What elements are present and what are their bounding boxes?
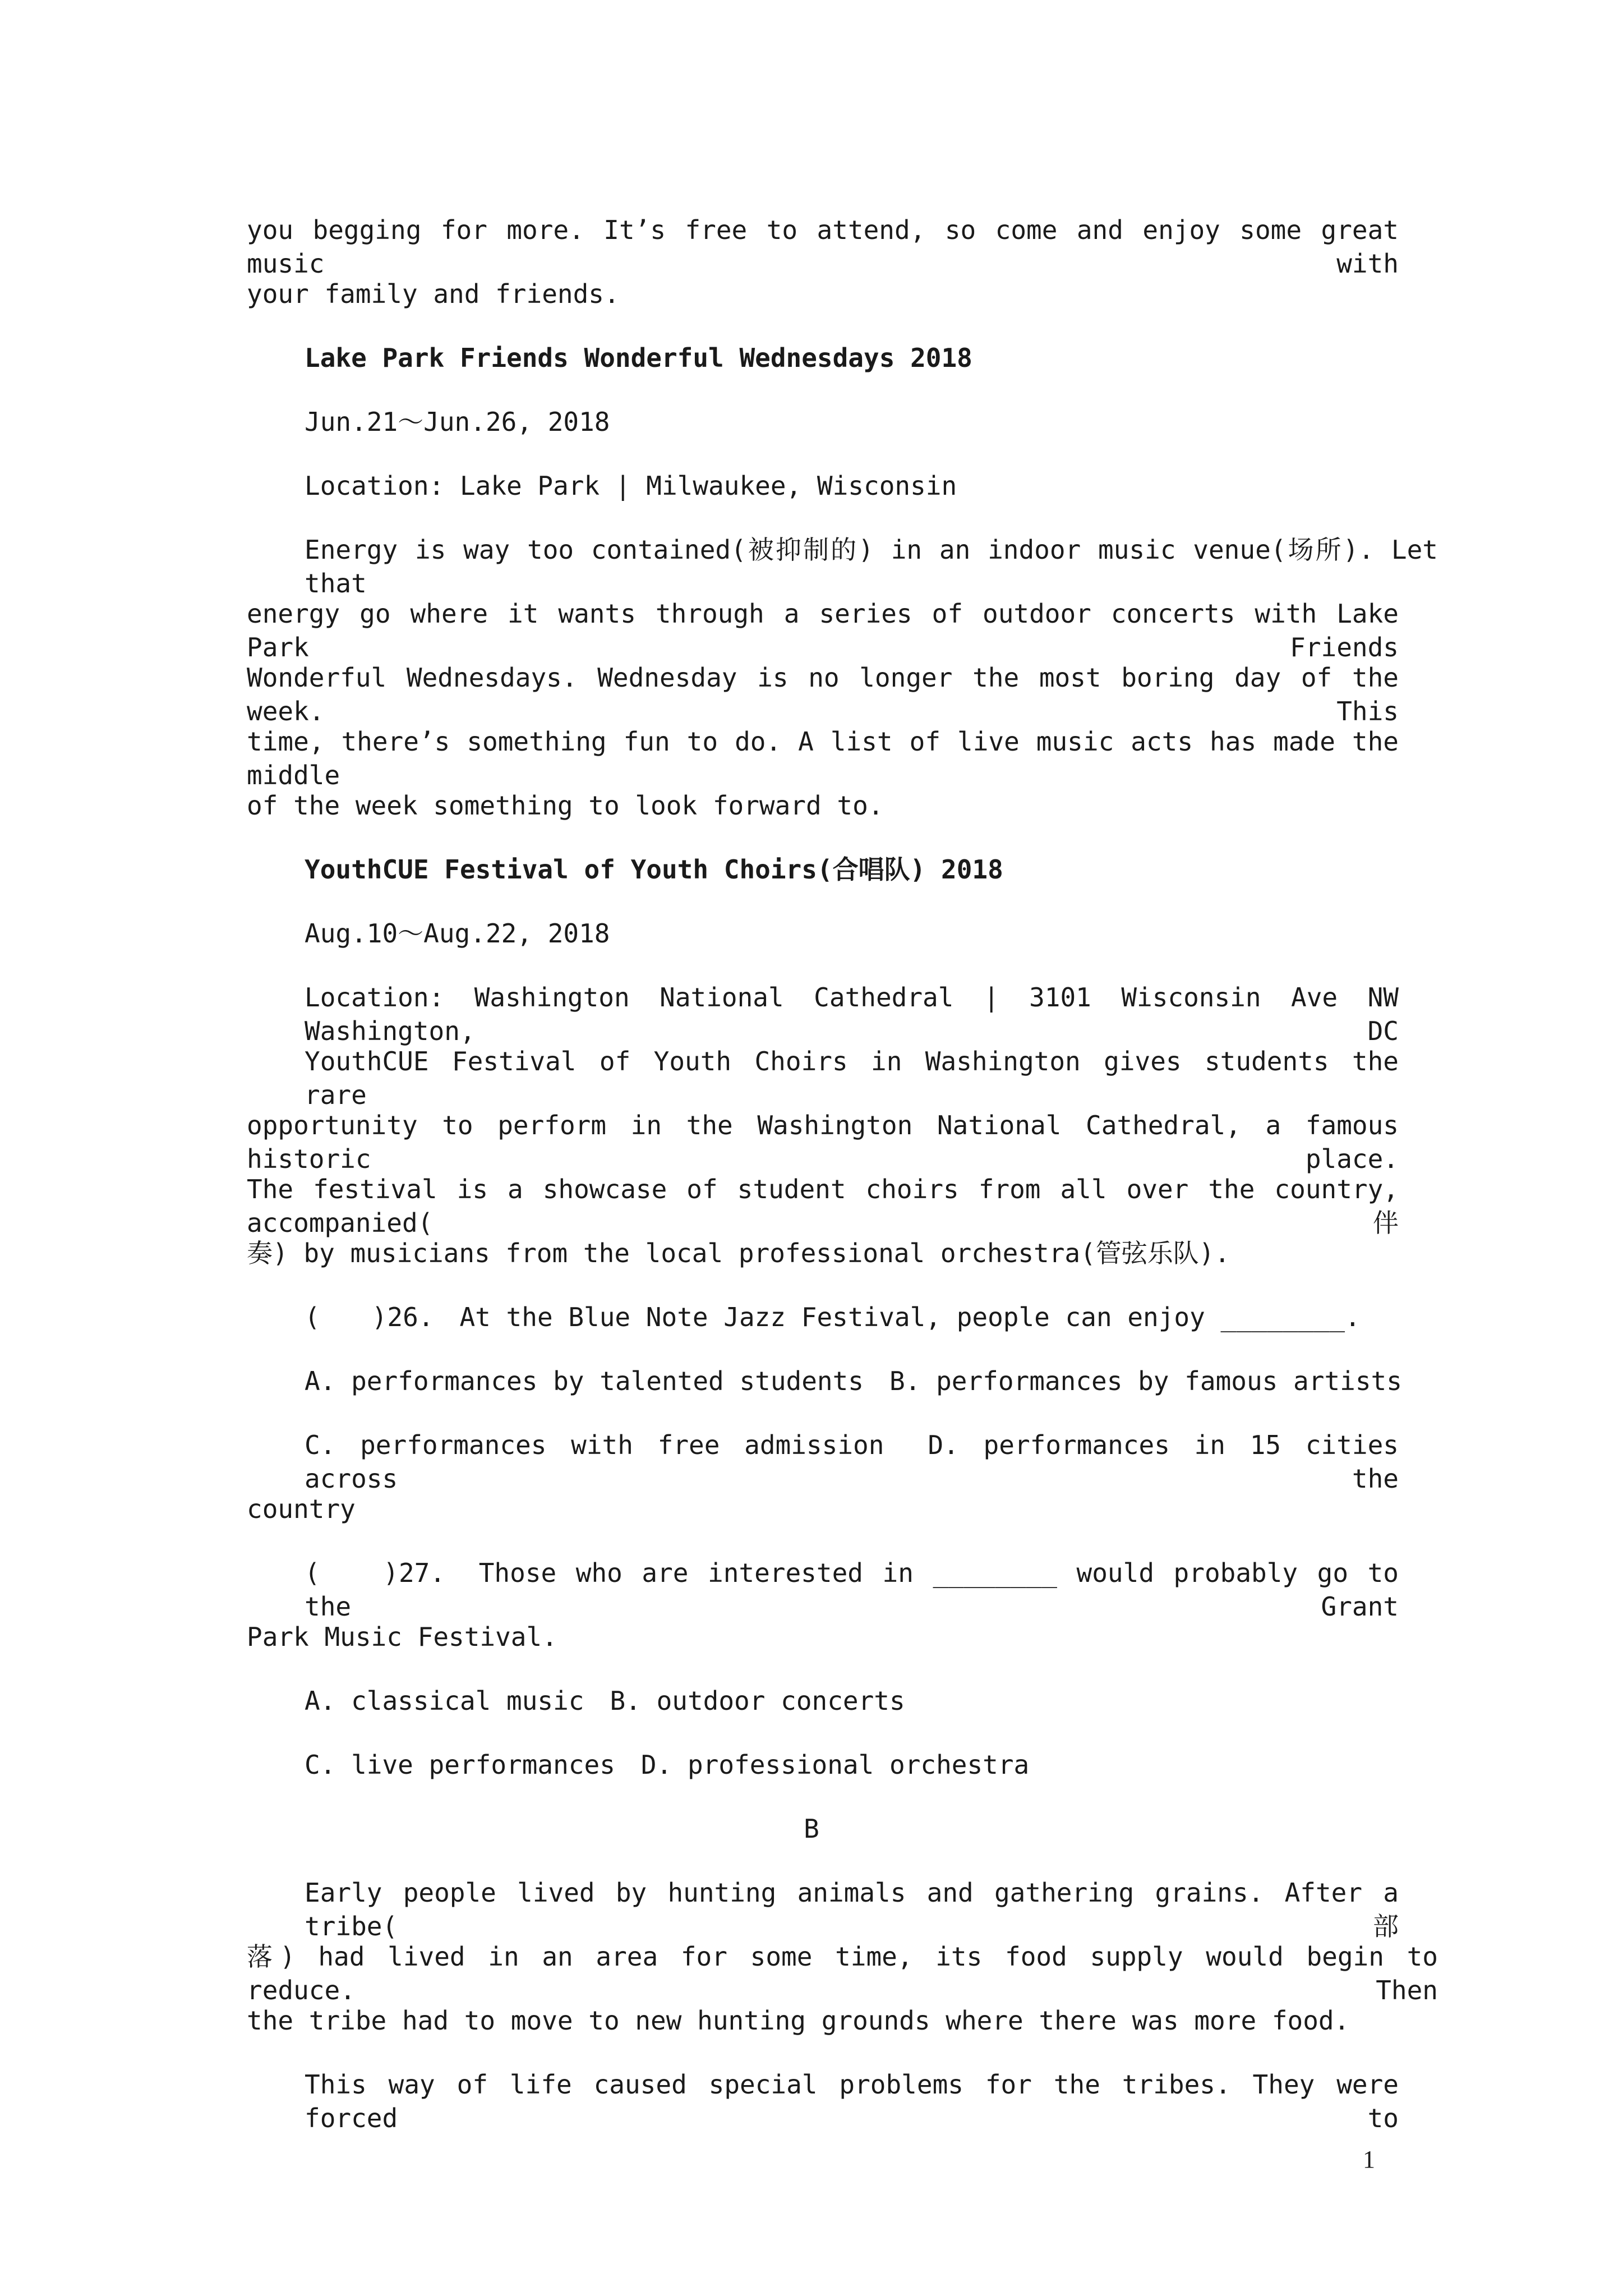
paragraph-line: of the week something to look forward to. [247, 790, 884, 821]
question-27-options-ab: A. classical music B. outdoor concerts [305, 1686, 905, 1716]
event-date: Aug.10～Aug.22, 2018 [305, 918, 610, 949]
section-heading: B [804, 1814, 819, 1844]
event-title: YouthCUE Festival of Youth Choirs(合唱队) 2018 [305, 854, 1003, 885]
question-26: ( )26. At the Blue Note Jazz Festival, people can enjoy ________. [305, 1302, 1361, 1332]
paragraph-line: time, there’s something fun to do. A list of live music acts has made the middle [247, 726, 1399, 790]
paragraph-line: The festival is a showcase of student choirs from all over the country, accompanied(伴 [247, 1174, 1399, 1238]
question-26-options-ab: A. performances by talented students B. performances by famous artists [305, 1366, 1402, 1396]
paragraph-line: This way of life caused special problems for the tribes. They were forced to [305, 2069, 1399, 2133]
paragraph-line: 落) had lived in an area for some time, its food supply would begin to reduce. Then [247, 1941, 1438, 2005]
event-location: Location: Lake Park | Milwaukee, Wisconsin [305, 471, 957, 501]
paragraph-line: the tribe had to move to new hunting grounds where there was more food. [247, 2005, 1350, 2036]
event-location: Location: Washington National Cathedral | 3101 Wisconsin Ave NW Washington, DC [305, 982, 1399, 1046]
paragraph-line: 奏) by musicians from the local professional orchestra(管弦乐队). [247, 1238, 1230, 1268]
question-27-options-cd: C. live performances D. professional orchestra [305, 1750, 1030, 1780]
paragraph-line: YouthCUE Festival of Youth Choirs in Washington gives students the rare [305, 1046, 1399, 1110]
event-title: Lake Park Friends Wonderful Wednesdays 2018 [305, 343, 972, 373]
paragraph-line: opportunity to perform in the Washington National Cathedral, a famous historic place. [247, 1110, 1399, 1174]
question-27: ( )27. Those who are interested in ________ would probably go to the Grant [305, 1558, 1399, 1622]
paragraph-line: Energy is way too contained(被抑制的) in an indoor music venue(场所). Let that [305, 535, 1438, 599]
paragraph-line: Wonderful Wednesdays. Wednesday is no longer the most boring day of the week. This [247, 662, 1399, 726]
page-number: 1 [1363, 2146, 1375, 2173]
event-date: Jun.21～Jun.26, 2018 [305, 407, 610, 437]
paragraph-line: Early people lived by hunting animals and gathering grains. After a tribe(部 [305, 1878, 1399, 1941]
question-26-options-cd: C. performances with free admission D. performances in 15 cities across the [305, 1430, 1399, 1494]
paragraph-line: your family and friends. [247, 279, 620, 309]
paragraph-line: you begging for more. It’s free to attend, so come and enjoy some great music with [247, 215, 1399, 279]
paragraph-line: energy go where it wants through a series of outdoor concerts with Lake Park Friends [247, 599, 1399, 662]
question-26-options-cd-cont: country [247, 1494, 356, 1524]
question-27-cont: Park Music Festival. [247, 1622, 557, 1652]
